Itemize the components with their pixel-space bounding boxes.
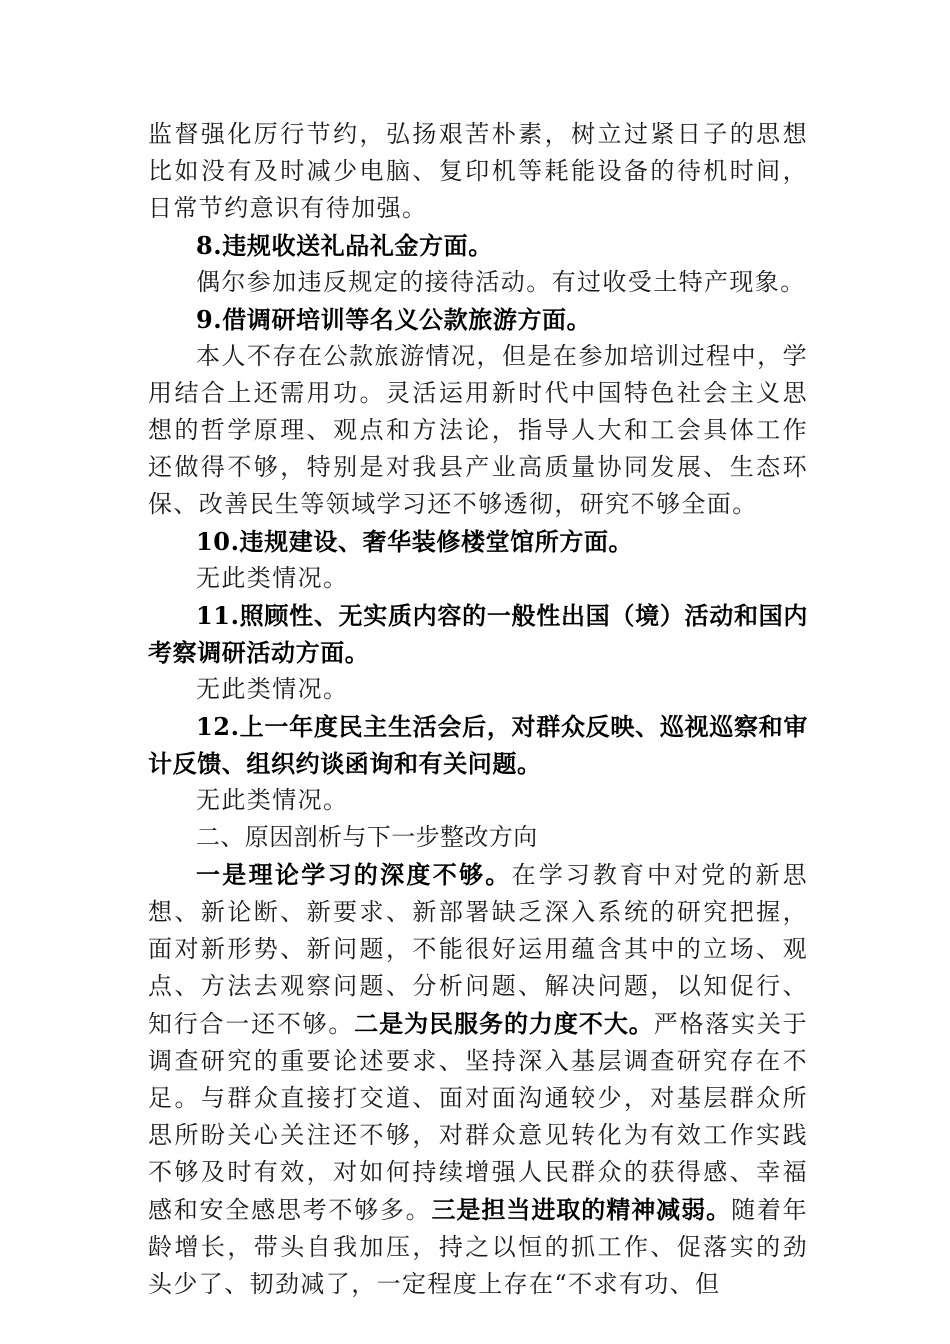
paragraph-causes bbox=[148, 856, 808, 1303]
heading-buildings: 10.违规建设、奢华装修楼堂馆所方面。 bbox=[196, 527, 634, 556]
heading-gifts: 8.违规收送礼品礼金方面。 bbox=[196, 231, 493, 260]
paragraph-overseas-trips: 无此类情况。 bbox=[196, 675, 349, 703]
paragraph-gifts: 偶尔参加违反规定的接待活动。有过收受土特产现象。 bbox=[196, 268, 806, 296]
reason-3-text: 随着年龄增长，带头自我加压，持之以恒的抓工作、促落实的劲头少了、韧劲减了，一定程度上存在“不求有功、但 bbox=[148, 1196, 808, 1298]
reason-2-lead: 二是为民服务的力度不大。 bbox=[354, 1009, 654, 1038]
heading-overseas-trips: 11.照顾性、无实质内容的一般性出国（境）活动和国内考察调研活动方面。 bbox=[148, 601, 808, 667]
paragraph-thrift: 监督强化厉行节约，弘扬艰苦朴素，树立过紧日子的思想比如没有及时减少电脑、复印机等耗能设备的待机时间，日常节约意识有待加强。 bbox=[148, 120, 808, 222]
paragraph-followup-issues: 无此类情况。 bbox=[196, 786, 349, 814]
reason-1-text: 在学习教育中对党的新思想、新论断、新要求、新部署缺乏深入系统的研究把握，面对新形势、新问题，不能很好运用蕴含其中的立场、观点、方法去观察问题、分析问题、解决问题，以知促行、知行合一还不够。 bbox=[148, 861, 809, 1038]
reason-2-text: 严格落实关于调查研究的重要论述要求、坚持深入基层调查研究存在不足。与群众直接打交道、面对面沟通较少，对基层群众所思所盼关心关注还不够，对群众意见转化为有效工作实践不够及时有效，对如何持续增强人民群众的获得感、幸福感和安全感思考不够多。 bbox=[148, 1010, 808, 1224]
heading-public-travel: 9.借调研培训等名义公款旅游方面。 bbox=[196, 305, 592, 334]
reason-3-lead: 三是担当进取的精神减弱。 bbox=[431, 1195, 732, 1224]
paragraph-public-travel: 本人不存在公款旅游情况，但是在参加培训过程中，学用结合上还需用功。灵活运用新时代中国特色社会主义思想的哲学原理、观点和方法论，指导人大和工会具体工作还做得不够，特别是对我县产业高质量协同发展、生态环保、改善民生等领域学习还不够透彻，研究不够全面。 bbox=[148, 342, 808, 518]
paragraph-buildings: 无此类情况。 bbox=[196, 564, 349, 592]
section-title-causes: 二、原因剖析与下一步整改方向 bbox=[196, 823, 538, 851]
document-body bbox=[148, 116, 808, 1303]
reason-1-lead: 一是理论学习的深度不够。 bbox=[196, 860, 512, 889]
heading-followup-issues: 12.上一年度民主生活会后，对群众反映、巡视巡察和审计反馈、组织约谈函询和有关问题。 bbox=[148, 712, 808, 778]
